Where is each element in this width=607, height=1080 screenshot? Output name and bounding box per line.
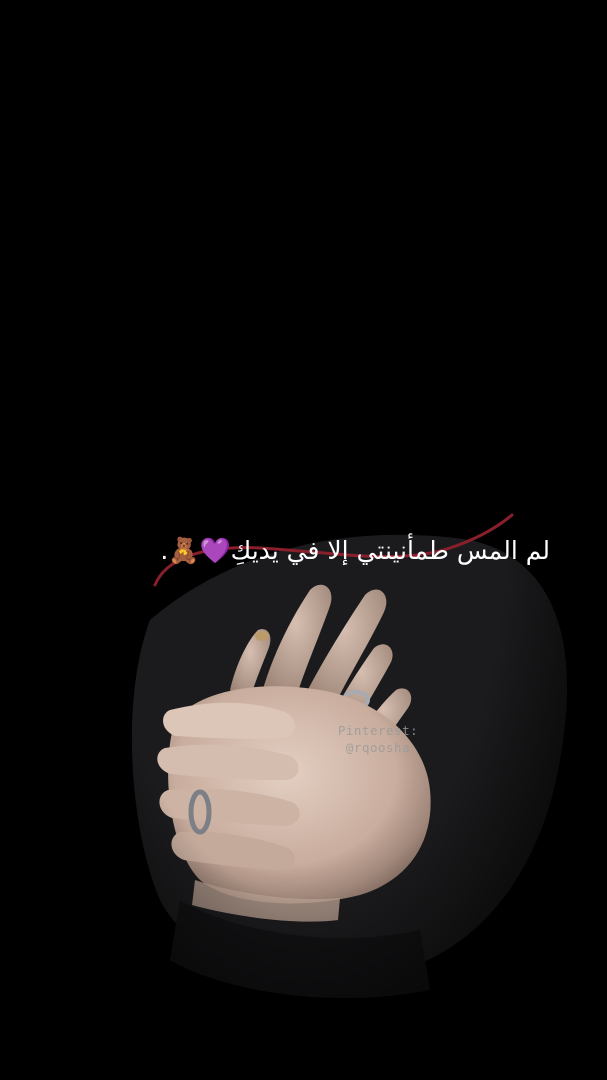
watermark-line-2: @rqoosha <box>345 740 411 755</box>
watermark <box>318 722 438 756</box>
caption-text: لم المس طمأنينتي إلا في يديكِ💜🧸. <box>160 536 550 565</box>
watermark-line-1: Pinterest: <box>337 723 419 738</box>
